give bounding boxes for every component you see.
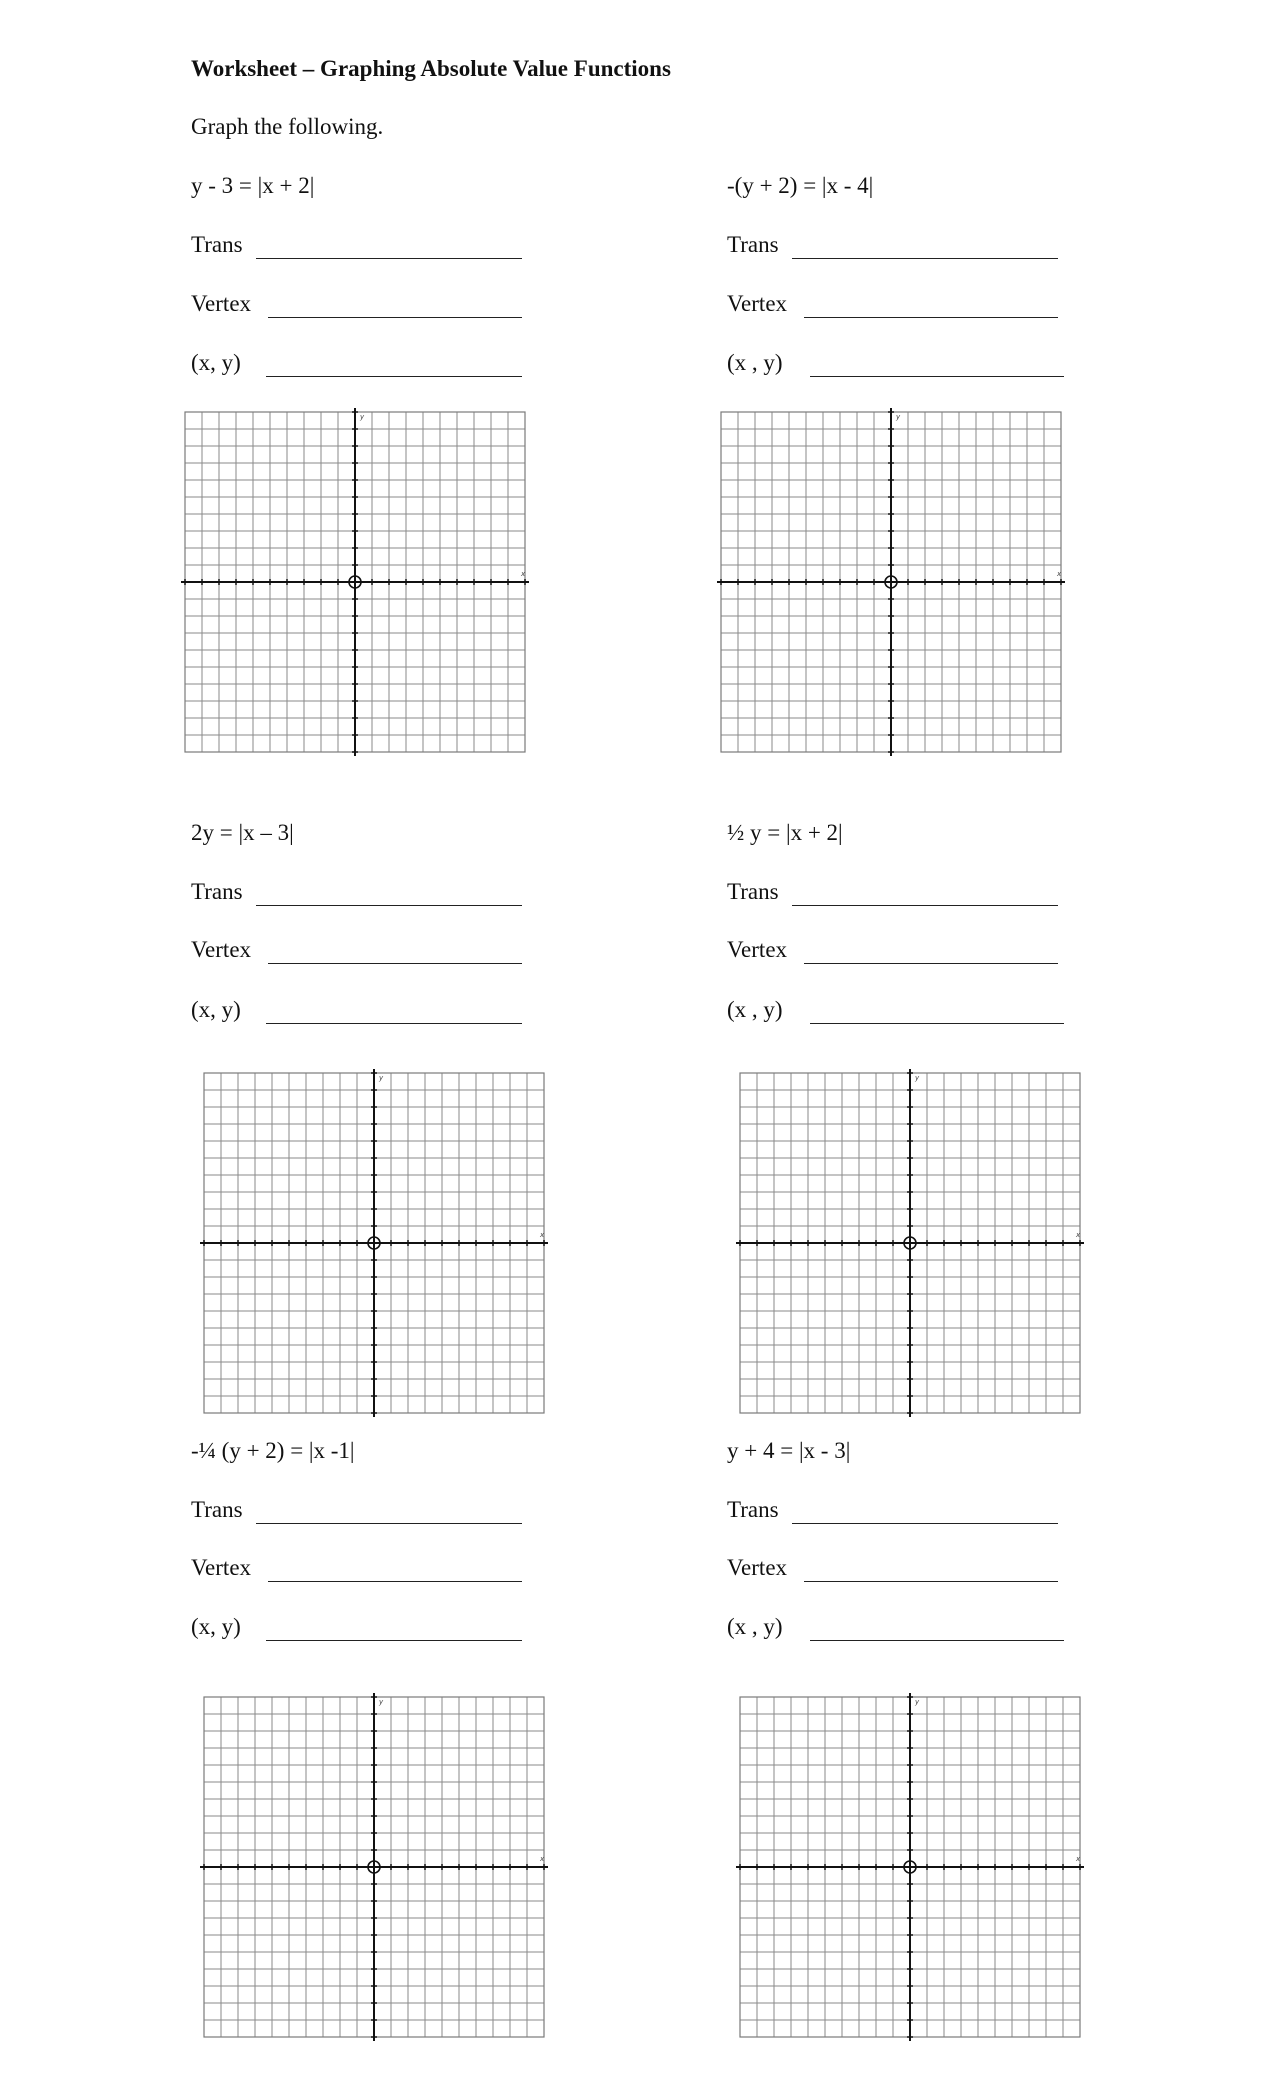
x-axis-label: x (1057, 570, 1062, 578)
trans-label: Trans (191, 879, 243, 904)
vertex-answer-line[interactable] (804, 963, 1058, 964)
vertex-label: Vertex (727, 291, 788, 316)
coordinate-grid[interactable] (185, 412, 525, 752)
y-axis-label: y (896, 413, 901, 421)
equation: ½ y = |x + 2| (727, 820, 843, 845)
y-axis-label: y (379, 1698, 384, 1706)
equation: y + 4 = |x - 3| (727, 1438, 851, 1463)
trans-label: Trans (191, 1497, 243, 1522)
instructions: Graph the following. (191, 114, 384, 139)
x-axis-label: x (540, 1855, 545, 1863)
vertex-answer-line[interactable] (804, 317, 1058, 318)
worksheet-title: Worksheet – Graphing Absolute Value Functions (191, 56, 671, 81)
vertex-label: Vertex (727, 1555, 788, 1580)
coordinate-grid[interactable] (721, 412, 1061, 752)
vertex-label: Vertex (191, 1555, 252, 1580)
trans-label: Trans (727, 1497, 779, 1522)
point-answer-line[interactable] (810, 376, 1064, 377)
point-label: (x , y) (727, 350, 783, 375)
coordinate-grid[interactable] (204, 1073, 544, 1413)
trans-answer-line[interactable] (792, 258, 1058, 259)
trans-answer-line[interactable] (256, 258, 522, 259)
point-label: (x, y) (191, 997, 241, 1022)
point-label: (x, y) (191, 350, 241, 375)
trans-label: Trans (727, 232, 779, 257)
point-answer-line[interactable] (266, 376, 522, 377)
point-answer-line[interactable] (810, 1023, 1064, 1024)
vertex-answer-line[interactable] (268, 317, 522, 318)
trans-answer-line[interactable] (256, 905, 522, 906)
point-label: (x, y) (191, 1614, 241, 1639)
trans-answer-line[interactable] (792, 1523, 1058, 1524)
vertex-label: Vertex (727, 937, 788, 962)
vertex-label: Vertex (191, 937, 252, 962)
x-axis-label: x (540, 1231, 545, 1239)
trans-answer-line[interactable] (256, 1523, 522, 1524)
coordinate-grid[interactable] (740, 1697, 1080, 2037)
equation: -¼ (y + 2) = |x -1| (191, 1438, 355, 1463)
point-answer-line[interactable] (266, 1023, 522, 1024)
vertex-answer-line[interactable] (268, 1581, 522, 1582)
y-axis-label: y (915, 1698, 920, 1706)
equation: 2y = |x – 3| (191, 820, 294, 845)
coordinate-grid[interactable] (740, 1073, 1080, 1413)
x-axis-label: x (1076, 1231, 1081, 1239)
coordinate-grid[interactable] (204, 1697, 544, 2037)
vertex-label: Vertex (191, 291, 252, 316)
trans-label: Trans (727, 879, 779, 904)
point-answer-line[interactable] (266, 1640, 522, 1641)
equation: -(y + 2) = |x - 4| (727, 173, 874, 198)
point-label: (x , y) (727, 997, 783, 1022)
y-axis-label: y (379, 1074, 384, 1082)
point-answer-line[interactable] (810, 1640, 1064, 1641)
x-axis-label: x (521, 570, 526, 578)
point-label: (x , y) (727, 1614, 783, 1639)
vertex-answer-line[interactable] (804, 1581, 1058, 1582)
x-axis-label: x (1076, 1855, 1081, 1863)
vertex-answer-line[interactable] (268, 963, 522, 964)
equation: y - 3 = |x + 2| (191, 173, 315, 198)
y-axis-label: y (360, 413, 365, 421)
trans-label: Trans (191, 232, 243, 257)
y-axis-label: y (915, 1074, 920, 1082)
trans-answer-line[interactable] (792, 905, 1058, 906)
